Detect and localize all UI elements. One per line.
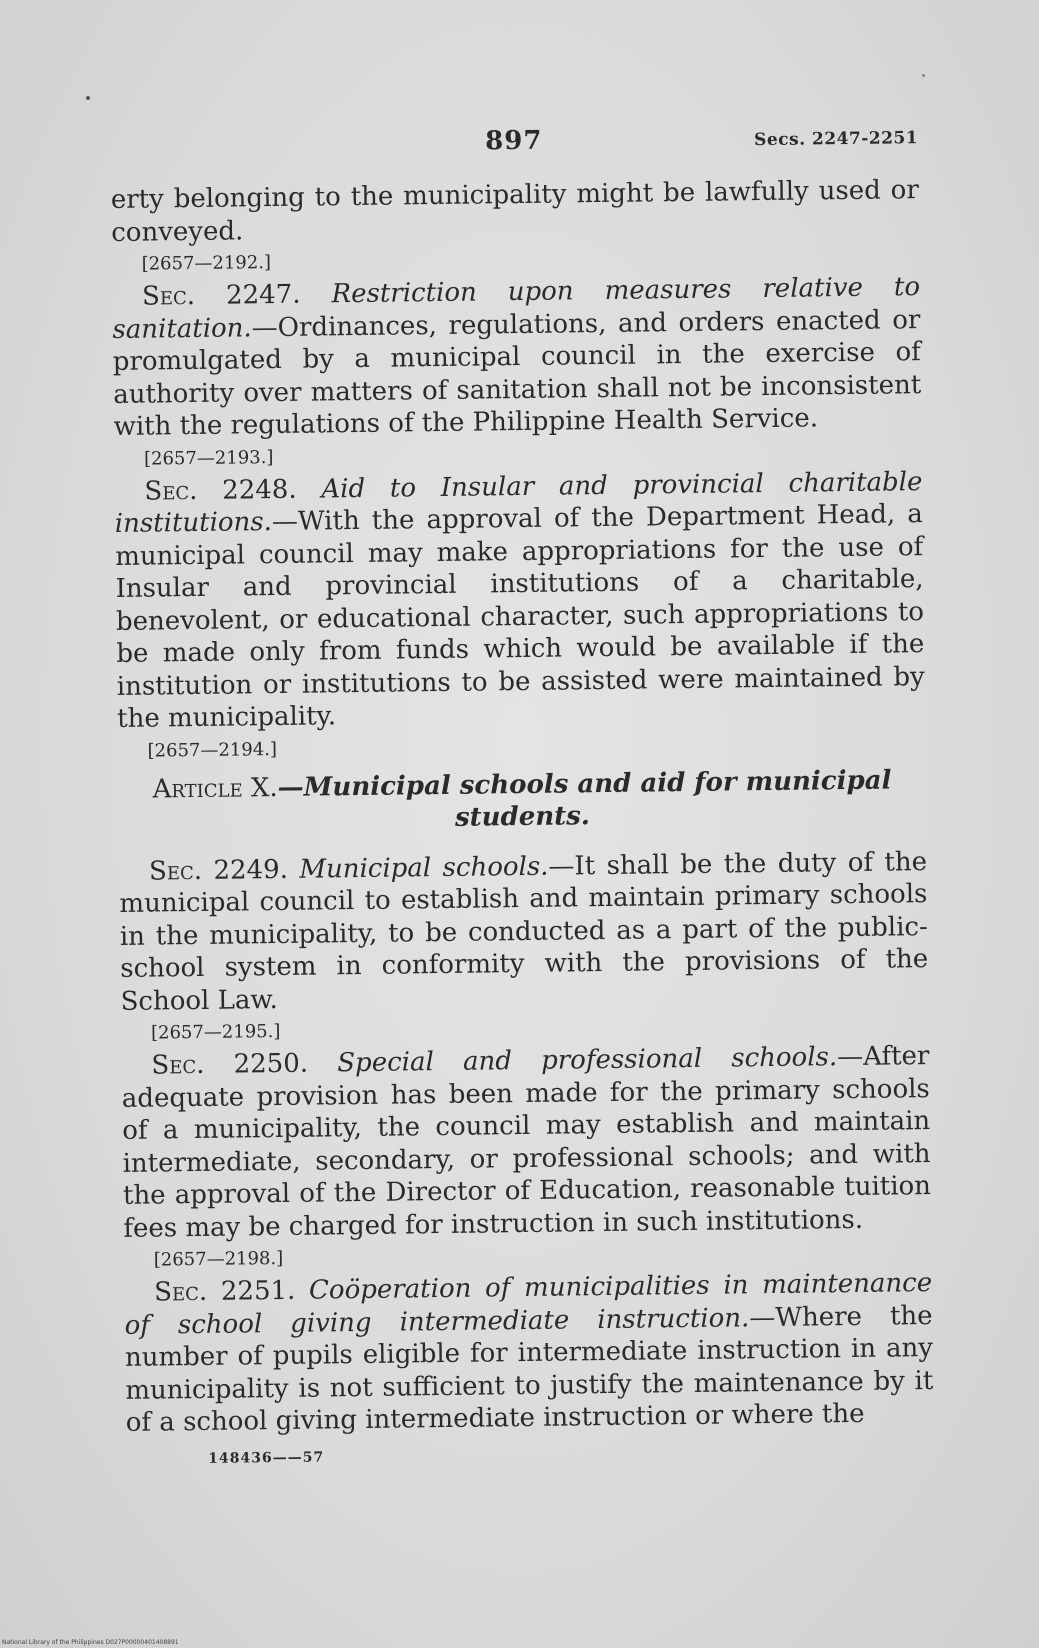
intro-paragraph: erty belonging to the municipality might be lawfully used or conveyed. <box>110 175 919 248</box>
section-text: —After adequate provision has been made for the primary schools of a municipality, the council may establish and maintain intermediate, secondary, or professional schools; and with the approval of the Director of Education, reasonable tuition fees may be charged for instruction in such institutions. <box>121 1041 932 1244</box>
section-range: Secs. 2247-2251 <box>754 128 919 151</box>
page-text <box>110 120 934 1476</box>
section-label: Sec. 2249. <box>148 854 289 887</box>
section-title: Aid to Insular and provincial charitable institutions. <box>114 466 923 539</box>
section-title: Municipal schools. <box>299 851 549 885</box>
section-2249 <box>119 846 929 1018</box>
page-number: 897 <box>484 125 543 157</box>
section-label: Sec. 2250. <box>151 1048 309 1081</box>
library-stamp: National Library of the Philippines D027P00000401408891 <box>2 1639 179 1646</box>
page-header <box>110 120 918 174</box>
reference-2192: [2657—2192.] <box>141 252 272 275</box>
print-code: 148436——57 <box>208 1448 325 1467</box>
section-2251 <box>124 1267 934 1439</box>
article-label: Article X. <box>152 772 278 805</box>
article-title: —Municipal schools and aid for municipal students. <box>277 765 892 833</box>
section-title: Restriction upon measures relative to sanitation. <box>112 272 921 345</box>
reference-2198: [2657—2198.] <box>153 1247 284 1271</box>
section-text: —With the approval of the Department Head, a municipal council may make appropriations for the use of Insular and provincial institutions of a charitable, benevolent, or educational character, such appropriations to be made only from funds which would be available if the institution or institutions to be assisted were maintained by the municipality. <box>115 499 925 734</box>
dust-speck <box>922 74 925 77</box>
dust-speck <box>86 96 90 100</box>
section-2248 <box>114 466 925 736</box>
section-title: Coöperation of municipalities in maintenance of school giving intermediate instruction. <box>124 1268 933 1341</box>
article-heading <box>148 764 897 837</box>
section-text: —It shall be the duty of the municipal council to establish and maintain primary schools in the municipality, to be conducted as a part of the public-school system in conformity with the provisions of the School Law. <box>119 846 929 1017</box>
section-label: Sec. 2247. <box>141 279 301 312</box>
reference-2194: [2657—2194.] <box>147 738 278 762</box>
reference-2195: [2657—2195.] <box>150 1020 281 1044</box>
section-text: —Where the number of pupils eligible for intermediate instruction in any municipality is not sufficient to justify the maintenance by it of a school giving intermediate instruction or where the <box>124 1300 934 1438</box>
section-title: Special and professional schools. <box>337 1042 838 1079</box>
section-label: Sec. 2251. <box>154 1275 296 1308</box>
reference-2193: [2657—2193.] <box>143 446 274 470</box>
section-2250 <box>121 1040 931 1245</box>
section-text: —Ordinances, regulations, and orders enacted or promulgated by a municipal council in the exercise of authority over matters of sanitation shall not be inconsistent with the regulations of the Philippine Health Service. <box>112 304 922 442</box>
section-label: Sec. 2248. <box>144 474 297 507</box>
section-2247 <box>112 271 922 443</box>
